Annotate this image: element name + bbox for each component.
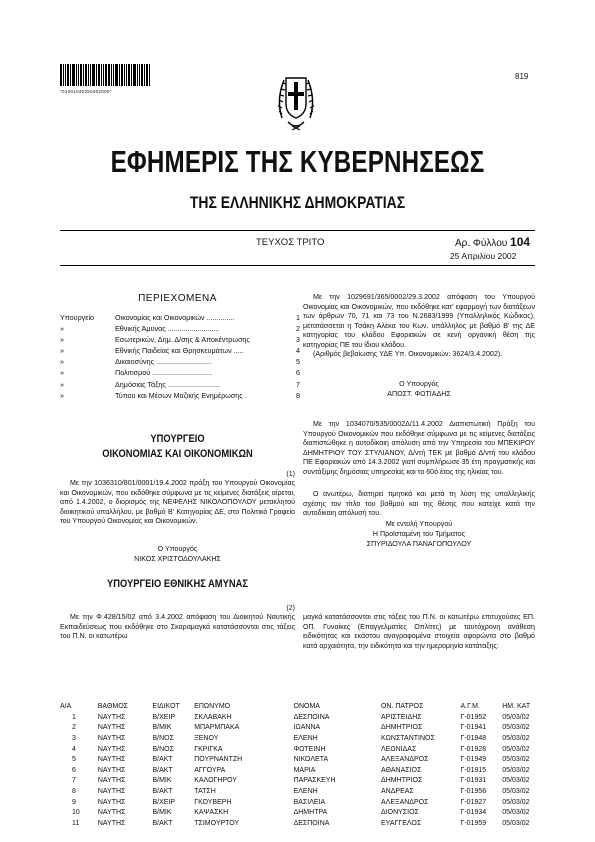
barcode-bar — [76, 64, 77, 86]
toc-item — [60, 334, 300, 345]
table-cell: ΝΙΚΟΛΕΤΑ — [293, 756, 329, 764]
table-cell: 05/03/02 — [502, 819, 530, 827]
table-cell: 05/03/02 — [502, 756, 530, 764]
table-cell: ΒΑΣΙΛΕΙΑ — [293, 798, 326, 806]
barcode-bar — [108, 64, 110, 86]
toc-item-prefix: » — [60, 390, 64, 400]
table-cell: Β/ΜΙΚ — [152, 724, 172, 732]
issue-series: ΤΕΥΧΟΣ ΤΡΙΤΟ — [256, 237, 325, 248]
table-of-contents — [60, 312, 300, 401]
table-cell: 05/03/02 — [502, 734, 530, 742]
table-cell: 10 — [72, 809, 80, 817]
barcode-bar — [96, 64, 97, 86]
table-header — [60, 700, 540, 712]
barcode-bar — [63, 64, 64, 86]
table-cell: Β/ΜΙΚ — [152, 777, 172, 785]
table-header-cell: ΟΝΟΜΑ — [293, 702, 320, 710]
toc-item-label: Πολιτισμού .............................. — [115, 368, 213, 378]
decision-paragraph: Με την 1034070/535/0002Δ/11.4.2002 Διαπιστωτική Πράξη του Υπουργού Οικονομικών που εκδόθηκε σύμφωνα με τις κείμενες διατάξεις διαπιστώθηκε η αυτοδίκαιη απόλυση από την Υπηρεσία του ΜΠΕΚΙΡΟΥ ΔΗΜΗΤΡΙΟΥ ΤΟΥ ΣΤΥΛΙΑΝΟΥ, Δ/ντή ΤΕΚ με βαθμό Δ/ντή του κλάδου ΠΕ Εφοριακών από 14.3.2002 γιατί συμπλήρωσε 35 έτη πραγματικής και συντάξιμης δημόσιας υπηρεσίας και το 60ό έτος της ηλικίας του. — [303, 420, 535, 476]
table-cell: Β/ΜΙΚ — [152, 809, 172, 817]
table-cell: ΔΙΟΝΥΣΙΟΣ — [381, 809, 419, 817]
decision-paragraph: Με την 1036310/801/0001/19.4.2002 πράξη του Υπουργού Οικονομίας και Οικονομικών, που εκδόθηκε σύμφωνα με τις κείμενες διατάξεις αίρεται, από 1.4.2002, ο διορισμός της ΝΕΦΕΛΗΣ ΝΙΚΟΛΟΠΟΥΛΟΥ μετακλητού διοικητικού υπαλλήλου, με βαθμό Β' Κατηγορίας ΔΕ, στο Πολιτικό Γραφείο του Υπουργού Οικονομίας και Οικονομικών. — [60, 479, 295, 525]
toc-item-page: 6 — [296, 368, 300, 378]
table-cell: Β/ΑΚΤ — [152, 766, 173, 774]
ministry-heading-line: ΟΙΚΟΝΟΜΙΑΣ ΚΑΙ ΟΙΚΟΝΟΜΙΚΩΝ — [102, 448, 253, 460]
signature-name: ΑΠΟΣΤ. ΦΩΤΙΑΔΗΣ — [387, 390, 451, 398]
table-cell: ΔΗΜΗΤΡΑ — [293, 809, 328, 817]
signature-role: Ο Υπουργός — [157, 545, 198, 553]
table-cell: 3 — [72, 734, 76, 742]
table-cell: ΝΑΥΤΗΣ — [97, 734, 126, 742]
table-cell: ΤΣΙΜΟΥΡΤΟΥ — [194, 819, 240, 827]
table-header-cell: ΒΑΘΜΟΣ — [97, 702, 129, 710]
table-cell: ΔΕΣΠΟΙΝΑ — [293, 713, 330, 721]
toc-item-label: Εθνικής Άμυνας .......................... — [115, 324, 220, 334]
section-number: (2) — [286, 604, 295, 612]
table-cell: 6 — [72, 766, 76, 774]
signature-name: ΣΠΥΡΙΔΟΥΛΑ ΠΑΝΑΓΟΠΟΥΛΟΥ — [366, 540, 472, 548]
table-cell: 05/03/02 — [502, 798, 530, 806]
table-cell: ΕΥΑΓΓΕΛΟΣ — [381, 819, 422, 827]
toc-item-label: Δικαιοσύνης ............................ — [115, 357, 212, 367]
decision-paragraph: μαγκά κατατάσσονται στις τάξεις του Π.Ν. οι κατωτέρω επιτυχούσες ΕΠ. ΟΠ. Γυναίκες (Επαγγελματίες Οπλίτες) με ταυτόχρονη ανάθεση ειδικότητας και εκάστου αναγραφομένα στοιχεία αφορώντα στο βαθμό κατά αρχαιότητα, την ειδικότητα και την ημερομηνία κατάταξης: — [303, 613, 535, 650]
barcode — [60, 62, 160, 86]
ministry-heading-finance — [78, 432, 278, 462]
table-cell: 7 — [72, 777, 76, 785]
table-cell: ΔΕΣΠΟΙΝΑ — [293, 819, 330, 827]
toc-item-page: 7 — [296, 379, 300, 389]
table-row — [60, 807, 540, 818]
divider — [60, 230, 535, 231]
table-cell: ΑΓΓΟΥΡΑ — [194, 766, 226, 774]
gazette-subtitle: ΤΗΣ ΕΛΛΗΝΙΚΗΣ ΔΗΜΟΚΡΑΤΙΑΣ — [189, 193, 406, 212]
table-cell: 05/03/02 — [502, 787, 530, 795]
table-cell: 05/03/02 — [502, 713, 530, 721]
barcode-bar — [149, 64, 150, 86]
table-cell: ΝΑΥΤΗΣ — [97, 777, 126, 785]
barcode-bar — [92, 64, 95, 86]
barcode-bar — [124, 64, 125, 86]
table-cell: ΑΡΙΣΤΕΙΔΗΣ — [381, 713, 422, 721]
barcode-bar — [119, 64, 120, 86]
barcode-bar — [131, 64, 132, 86]
table-header-cell: Α/Α — [60, 702, 72, 710]
table-cell: 11 — [72, 819, 80, 827]
toc-item — [60, 379, 300, 390]
table-row — [60, 712, 540, 723]
table-row — [60, 818, 540, 829]
toc-item — [60, 312, 300, 323]
table-cell: Γ-01915 — [460, 766, 487, 774]
table-cell: Β/ΑΚΤ — [152, 787, 173, 795]
decision-paragraph: Με την Φ.428/15/02 από 3.4.2002 απόφαση του Διοικητού Ναυτικής Εκπαιδεύσεως που εκδόθηκε στο Σκαραμαγκά κατατάσσονται στις τάξεις του Π.Ν. οι κατωτέρω — [60, 613, 295, 640]
barcode-bar — [85, 64, 87, 86]
table-row — [60, 786, 540, 797]
barcode-bar — [101, 64, 102, 86]
signature-line: Η Προϊσταμένη του Τμήματος — [372, 530, 466, 538]
table-header-cell: ΟΝ. ΠΑΤΡΟΣ — [380, 702, 424, 710]
table-cell: Γ-01931 — [460, 777, 487, 785]
toc-item-prefix: » — [60, 357, 64, 367]
toc-item — [60, 367, 300, 378]
table-cell: ΔΗΜΗΤΡΙΟΣ — [381, 724, 423, 732]
table-row — [60, 765, 540, 776]
barcode-bar — [126, 64, 127, 86]
table-header-cell: ΕΙΔΙΚΟΤ — [152, 702, 180, 710]
barcode-bar — [65, 64, 66, 86]
signature-name: ΝΙΚΟΣ ΧΡΙΣΤΟΔΟΥΛΑΚΗΣ — [134, 555, 221, 563]
table-cell: ΤΑΤΣΗ — [194, 787, 216, 795]
table-cell: Γ-01941 — [460, 724, 487, 732]
table-cell: ΝΑΥΤΗΣ — [97, 798, 126, 806]
barcode-bar — [115, 64, 118, 86]
gazette-title: ΕΦΗΜΕΡΙΣ ΤΗΣ ΚΥΒΕΡΝΗΣΕΩΣ — [110, 144, 485, 179]
table-cell: Γ-01956 — [460, 787, 487, 795]
table-cell: ΕΛΕΝΗ — [293, 787, 318, 795]
table-cell: ΓΚΡΙΓΚΑ — [194, 745, 223, 753]
table-cell: 9 — [72, 798, 76, 806]
divider — [60, 265, 535, 266]
barcode-bar — [105, 64, 107, 86]
barcode-bar — [128, 64, 130, 86]
barcode-bar — [103, 64, 104, 86]
issue-date: 25 Απριλίου 2002 — [450, 251, 517, 261]
table-cell: ΜΠΑΡΜΠΑΚΑ — [194, 724, 240, 732]
table-row — [60, 797, 540, 808]
toc-item-prefix: Υπουργείο — [60, 313, 95, 322]
toc-item-page: 4 — [296, 346, 300, 356]
signature-line: Με εντολή Υπουργού — [385, 520, 453, 528]
barcode-bar — [88, 64, 89, 86]
page-number: 819 — [515, 72, 529, 81]
table-cell: 05/03/02 — [502, 724, 530, 732]
table-row — [60, 754, 540, 765]
barcode-bar — [80, 64, 82, 86]
table-cell: ΙΩΑΝΝΑ — [293, 724, 321, 732]
table-cell: ΑΘΑΝΑΣΙΟΣ — [381, 766, 422, 774]
table-header-cell: Α.Γ.Μ. — [460, 702, 480, 710]
toc-item — [60, 356, 300, 367]
table-cell: ΝΑΥΤΗΣ — [97, 809, 126, 817]
table-cell: Γ-01952 — [460, 713, 487, 721]
sheet-number-value: 104 — [510, 235, 531, 249]
toc-item-label: Εσωτερικών, Δημ. Δ/σης & Αποκέντρωσης — [115, 335, 250, 345]
table-cell: ΕΛΕΝΗ — [293, 734, 318, 742]
barcode-text: *01001040250402000* — [60, 89, 112, 94]
table-cell: ΝΑΥΤΗΣ — [97, 819, 126, 827]
barcode-bar — [83, 64, 84, 86]
toc-item-prefix: » — [60, 335, 64, 345]
table-cell: ΠΟΥΡΝΑΝΤΖΗ — [194, 756, 243, 764]
greek-coat-of-arms-icon — [272, 60, 320, 140]
table-cell: Β/ΑΚΤ — [152, 756, 173, 764]
table-cell: ΔΗΜΗΤΡΙΟΣ — [381, 777, 423, 785]
barcode-bar — [133, 64, 136, 86]
toc-item-label: Εθνικής Παιδείας και Θρησκευμάτων ..... — [115, 346, 244, 356]
barcode-bar — [137, 64, 138, 86]
table-cell: ΚΑΛΟΓΗΡΟΥ — [194, 777, 237, 785]
toc-item-page: 3 — [296, 335, 300, 345]
table-cell: 2 — [72, 724, 76, 732]
ministry-heading-line: ΥΠΟΥΡΓΕΙΟ — [150, 433, 205, 445]
barcode-bar — [72, 64, 75, 86]
barcode-bar — [98, 64, 100, 86]
toc-item-page: 5 — [296, 357, 300, 367]
sheet-number-label: Αρ. Φύλλου — [455, 238, 508, 249]
table-cell: ΑΛΕΞΑΝΔΡΟΣ — [381, 756, 429, 764]
toc-item-label: Οικονομίας και Οικονομικών .............. — [115, 313, 235, 322]
barcode-bar — [121, 64, 123, 86]
table-cell: ΑΝΔΡΕΑΣ — [381, 787, 414, 795]
table-cell: ΠΑΡΑΣΚΕΥΗ — [293, 777, 336, 785]
toc-item-page: 8 — [296, 390, 300, 400]
toc-item — [60, 390, 300, 401]
table-cell: ΞΕΝΟΥ — [194, 734, 219, 742]
toc-item — [60, 345, 300, 356]
table-row — [60, 733, 540, 744]
toc-item-prefix: » — [60, 346, 64, 356]
table-cell: ΓΚΟΥΒΕΡΗ — [194, 798, 232, 806]
toc-title: ΠΕΡΙΕΧΟΜΕΝΑ — [138, 293, 217, 304]
table-cell: Γ-01949 — [460, 756, 487, 764]
barcode-bar — [144, 64, 145, 86]
signature-role: Ο Υπουργός — [399, 380, 439, 388]
table-cell: ΚΩΝΣΤΑΝΤΙΝΟΣ — [381, 734, 435, 742]
sheet-number — [455, 235, 530, 249]
table-cell: Β/ΧΕΙΡ — [152, 798, 176, 806]
toc-item-page: 2 — [296, 324, 300, 334]
barcode-bar — [146, 64, 148, 86]
table-cell: Γ-01948 — [460, 734, 487, 742]
barcode-bar — [113, 64, 114, 86]
toc-item-prefix: » — [60, 324, 64, 334]
table-cell: Β/ΝΟΣ — [152, 734, 174, 742]
barcode-bar — [141, 64, 143, 86]
table-cell: Γ-01928 — [460, 745, 487, 753]
table-cell: ΝΑΥΤΗΣ — [97, 713, 126, 721]
table-cell: ΝΑΥΤΗΣ — [97, 787, 126, 795]
personnel-table — [60, 700, 540, 829]
table-cell: Γ-01927 — [460, 798, 487, 806]
decision-paragraph: Ο ανωτέρω, διατηρεί τιμητικά και μετά τη λύση της υπαλληλικής σχέσης τον τίτλο του βαθμού και της θέσης που κατείχε κατά την αυτοδίκαιη απόλυσή του. — [303, 490, 535, 517]
toc-item-page: 1 — [296, 313, 300, 322]
table-cell: 05/03/02 — [502, 809, 530, 817]
table-cell: 05/03/02 — [502, 766, 530, 774]
table-cell: ΚΑΨΑΣΚΗ — [194, 809, 229, 817]
toc-item-prefix: » — [60, 368, 64, 378]
toc-item-label: Τύπου και Μέσων Μαζικής Ενημέρωσης . — [115, 390, 247, 400]
table-cell: Γ-01934 — [460, 809, 487, 817]
table-row — [60, 723, 540, 734]
table-cell: ΣΚΛΑΒΑΚΗ — [194, 713, 232, 721]
decision-paragraph: Με την 1029691/365/0002/29.3.2002 απόφαση του Υπουργού Οικονομίας και Οικονομικών, που εκδόθηκε κατ' εφαρμογή των διατάξεων των άρθρων 70, 71 και 73 του Ν.2683/1999 (Υπαλληλικός Κώδικας), μετατάσσεται η Τσάκη Αλέκα του Κων. υπάλληλος με βαθμό Β' της ΔΕ κατηγορίας του κλάδου Εφοριακών σε κενή οργανική θέση της κατηγορίας ΠΕ του ίδιου κλάδου. — [303, 293, 535, 349]
table-cell: ΑΛΕΞΑΝΔΡΟΣ — [381, 798, 429, 806]
table-cell: ΦΩΤΕΙΝΗ — [293, 745, 326, 753]
table-cell: ΝΑΥΤΗΣ — [97, 766, 126, 774]
toc-item-label: Δημόσιας Τάξης .......................... — [115, 379, 220, 389]
barcode-bar — [139, 64, 140, 86]
table-cell: 8 — [72, 787, 76, 795]
table-cell: ΝΑΥΤΗΣ — [97, 724, 126, 732]
table-cell: 5 — [72, 756, 76, 764]
table-row — [60, 776, 540, 787]
barcode-bar — [78, 64, 79, 86]
table-cell: 1 — [72, 713, 76, 721]
table-cell: Γ-01959 — [460, 819, 487, 827]
barcode-bar — [60, 64, 62, 86]
table-cell: 05/03/02 — [502, 745, 530, 753]
table-cell: ΛΕΩΝΙΔΑΣ — [381, 745, 417, 753]
table-cell: ΜΑΡΙΑ — [293, 766, 316, 774]
table-row — [60, 744, 540, 755]
table-header-cell: ΕΠΩΝΥΜΟ — [194, 702, 231, 710]
table-cell: ΝΑΥΤΗΣ — [97, 756, 126, 764]
toc-item-prefix: » — [60, 379, 64, 389]
barcode-bar — [111, 64, 112, 86]
barcode-bar — [67, 64, 69, 86]
table-cell: 05/03/02 — [502, 777, 530, 785]
decision-note: (Αριθμός βεβαίωσης ΥΔΕ Υπ. Οικονομικών: 3624/3.4.2002). — [313, 350, 503, 358]
table-header-cell: ΗΜ. ΚΑΤ — [502, 702, 531, 710]
table-cell: Β/ΧΕΙΡ — [152, 713, 176, 721]
barcode-bar — [70, 64, 71, 86]
table-cell: Β/ΑΚΤ — [152, 819, 173, 827]
table-cell: ΝΑΥΤΗΣ — [97, 745, 126, 753]
barcode-bar — [90, 64, 91, 86]
section-number: (1) — [286, 470, 295, 478]
toc-item — [60, 323, 300, 334]
table-cell: 4 — [72, 745, 76, 753]
ministry-heading-defence: ΥΠΟΥΡΓΕΙΟ ΕΘΝΙΚΗΣ ΑΜΥΝΑΣ — [107, 578, 248, 590]
table-cell: Β/ΝΟΣ — [152, 745, 174, 753]
